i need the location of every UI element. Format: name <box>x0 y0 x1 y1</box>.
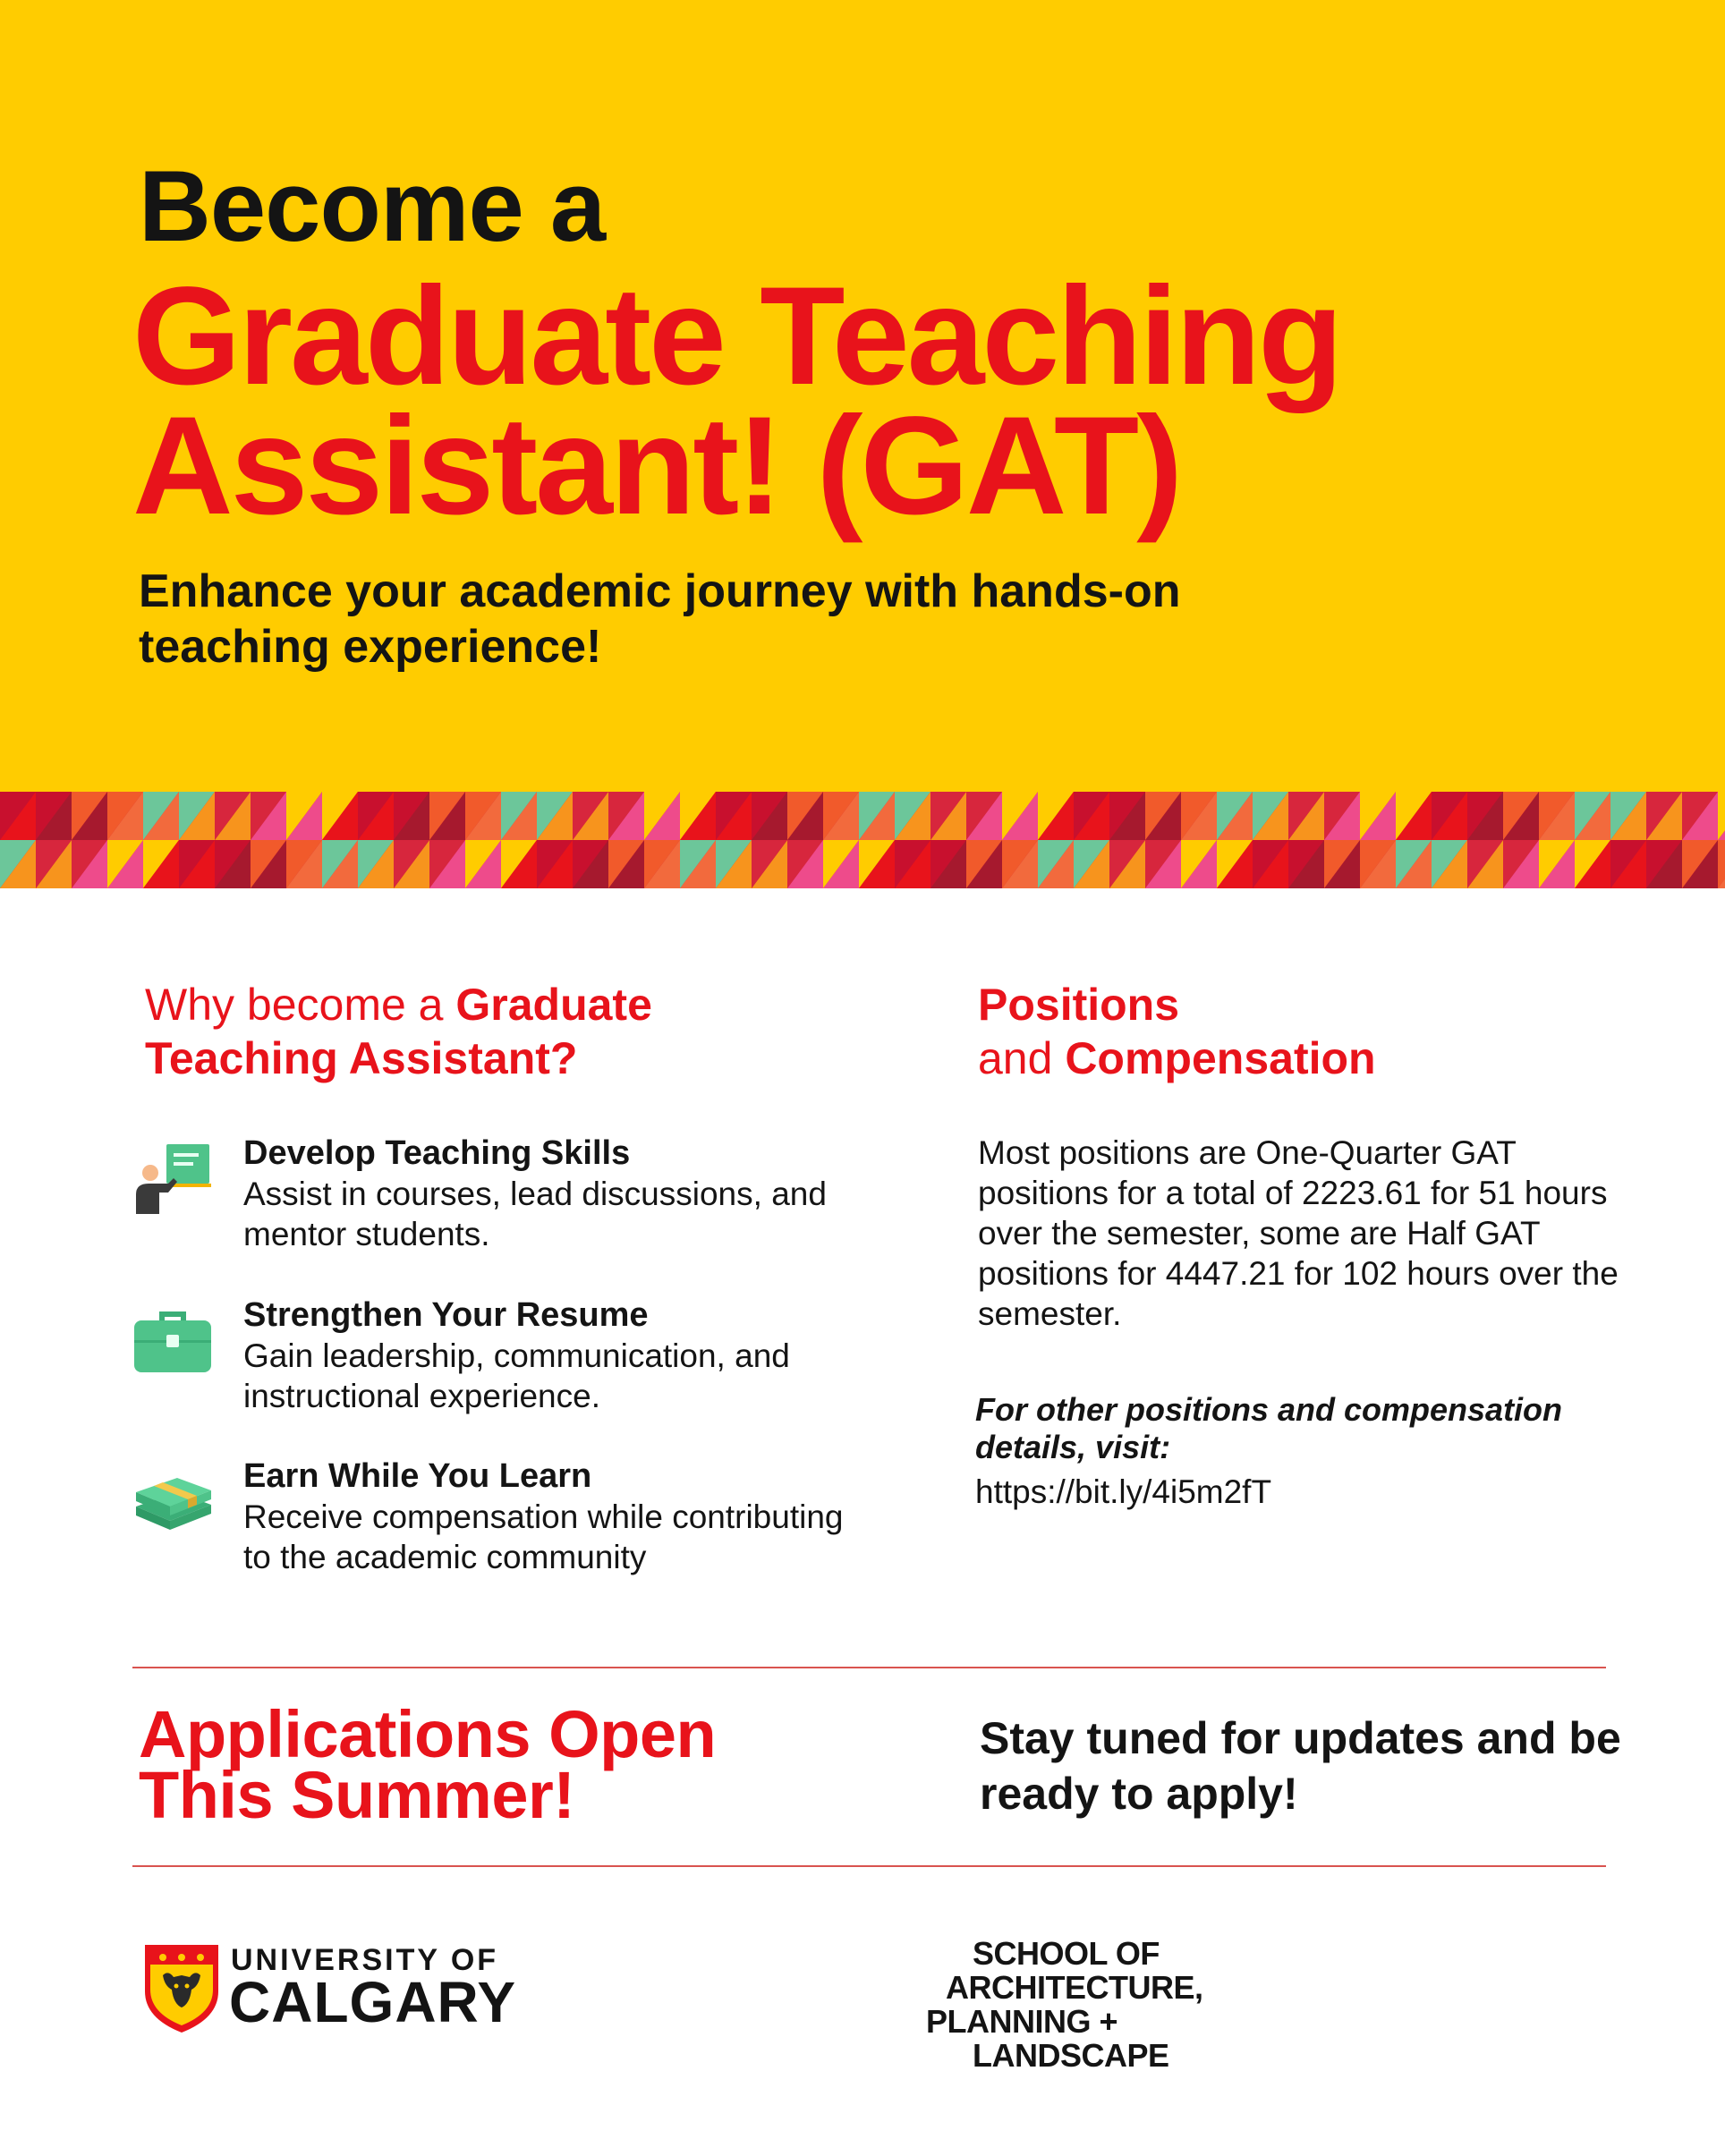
benefit-title: Develop Teaching Skills <box>243 1134 631 1172</box>
university-name-line1: UNIVERSITY OF <box>231 1943 499 1977</box>
hero-title-line-2: Assistant! (GAT) <box>132 388 1181 544</box>
positions-note: For other positions and compensation details, visit: <box>975 1391 1563 1465</box>
university-name-line2: CALGARY <box>229 1970 517 2034</box>
divider <box>132 1865 1606 1867</box>
positions-title-line1: Positions <box>978 980 1180 1030</box>
positions-title-bold: Compensation <box>1065 1033 1376 1083</box>
applications-headline: Applications Open This Summer! <box>139 1697 717 1832</box>
positions-section-title <box>978 978 1604 1085</box>
university-crest-icon <box>141 1940 222 2034</box>
benefit-title: Strengthen Your Resume <box>243 1296 649 1334</box>
hero-banner <box>0 0 1725 792</box>
school-name-line1: SCHOOL OF <box>973 1935 1160 1972</box>
why-title-regular: Why become a <box>145 980 456 1030</box>
school-name-line4: LANDSCAPE <box>973 2037 1169 2074</box>
geometric-pattern-strip <box>0 792 1725 888</box>
briefcase-icon <box>132 1304 213 1376</box>
why-title-bold: Graduate Teaching Assistant? <box>145 980 652 1083</box>
hero-title-intro: Become a <box>139 150 606 262</box>
positions-title-regular: and <box>978 1033 1066 1083</box>
positions-description: Most positions are One-Quarter GAT positions for a total of 2223.61 for 51 hours over the semester, some are Half GAT positions for 4447.21 for 102 hours over the semester. <box>978 1134 1619 1332</box>
hero-title-line-1: Graduate Teaching <box>132 259 1341 414</box>
benefit-description: Receive compensation while contributing to the academic community <box>243 1498 844 1575</box>
teaching-board-icon <box>132 1142 213 1214</box>
divider <box>132 1667 1606 1668</box>
money-stack-icon <box>132 1465 213 1537</box>
benefit-description: Gain leadership, communication, and instructional experience. <box>243 1337 790 1414</box>
hero-subtitle: Enhance your academic journey with hands-on teaching experience! <box>139 565 1181 673</box>
stay-tuned-message: Stay tuned for updates and be ready to apply! <box>980 1713 1621 1819</box>
benefit-description: Assist in courses, lead discussions, and mentor students. <box>243 1176 827 1252</box>
school-name-line3: PLANNING + <box>926 2003 1118 2040</box>
why-section-title <box>145 978 771 1085</box>
positions-link[interactable]: https://bit.ly/4i5m2fT <box>975 1473 1272 1510</box>
benefit-title: Earn While You Learn <box>243 1457 592 1495</box>
school-name-line2: ARCHITECTURE, <box>946 1969 1203 2006</box>
